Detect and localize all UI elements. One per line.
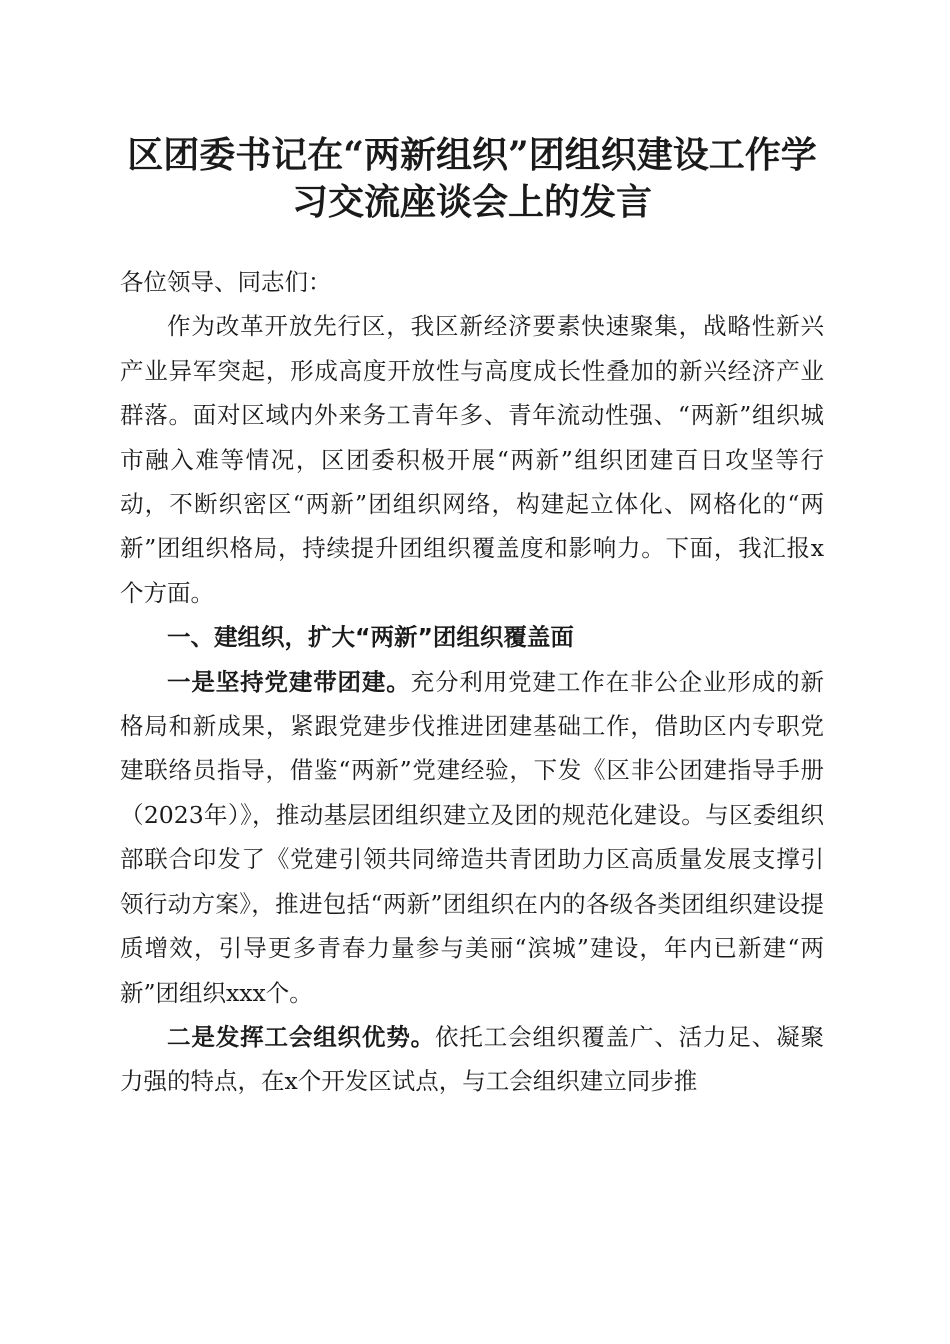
salutation: 各位领导、同志们： xyxy=(120,268,332,296)
point-2-paragraph xyxy=(120,1015,824,1104)
point-1-lead: 一是坚持党建带团建。 xyxy=(167,667,411,696)
point-1-paragraph xyxy=(120,660,824,1015)
title-line-1: 区团委书记在“两新组织”团组织建设工作学 xyxy=(127,134,817,176)
point-2-lead: 二是发挥工会组织优势。 xyxy=(167,1022,436,1051)
point-1-body: 充分利用党建工作在非公企业形成的新格局和新成果，紧跟党建步伐推进团建基础工作，借助区内专职党建联络员指导，借鉴“两新”党建经验，下发《区非公团建指导手册（2023年）》，推动基层团组织建立及团的规范化建设。与区委组织部联合印发了《党建引领共同缔造共青团助力区高质量发展支撑引领行动方案》，推进包括“两新”团组织在内的各级各类团组织建设提质增效，引导更多青春力量参与美丽“滨城”建设，年内已新建“两新”团组织xxx个。 xyxy=(120,667,825,1007)
document-title xyxy=(120,132,824,226)
section-1-heading: 一、建组织，扩大“两新”团组织覆盖面 xyxy=(167,623,574,652)
intro-paragraph: 作为改革开放先行区，我区新经济要素快速聚集，战略性新兴产业异军突起，形成高度开放性与高度成长性叠加的新兴经济产业群落。面对区域内外来务工青年多、青年流动性强、“两新”组织城市融入难等情况，区团委积极开展“两新”组织团建百日攻坚等行动，不断织密区“两新”团组织网络，构建起立体化、网格化的“两新”团组织格局，持续提升团组织覆盖度和影响力。下面，我汇报x个方面。 xyxy=(120,312,824,607)
title-line-2: 习交流座谈会上的发言 xyxy=(291,181,652,223)
point-2-body: 依托工会组织覆盖广、活力足、凝聚力强的特点，在x个开发区试点，与工会组织建立同步推 xyxy=(120,1022,825,1096)
document-page xyxy=(120,132,824,1104)
document-body xyxy=(120,260,824,1104)
